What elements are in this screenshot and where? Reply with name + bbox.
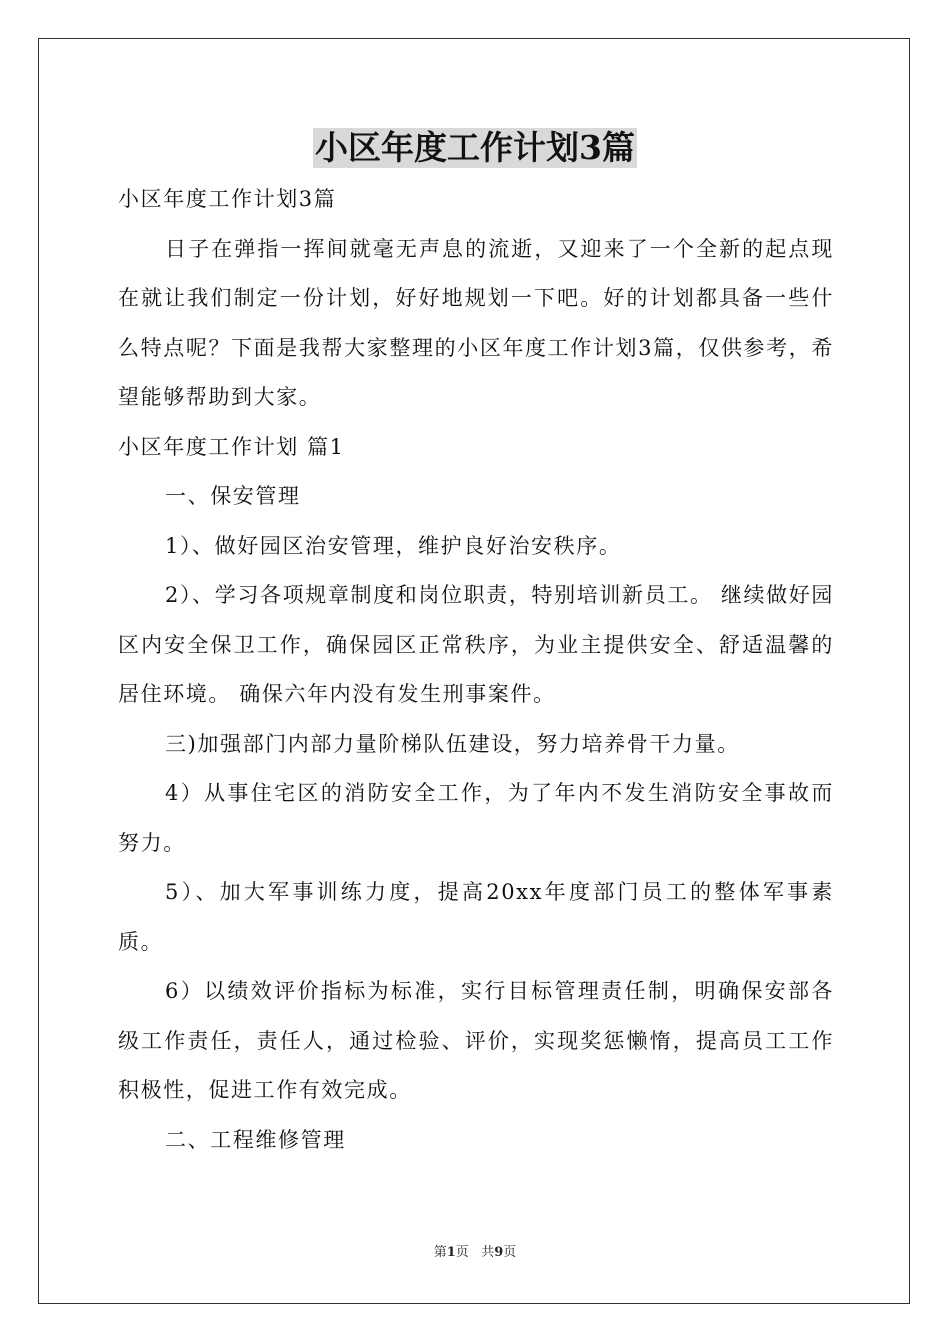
total-pages-number: 9 [494, 1245, 504, 1260]
page-prefix: 第 [433, 1245, 447, 1260]
paragraph: 4）从事住宅区的消防安全工作，为了年内不发生消防安全事故而努力。 [118, 781, 834, 855]
paragraph: 6）以绩效评价指标为标准，实行目标管理责任制，明确保安部各级工作责任，责任人，通过检验、评价，实现奖惩懒惰，提高员工工作积极性，促进工作有效完成。 [118, 979, 834, 1102]
total-prefix: 共 [481, 1245, 495, 1260]
page-label: 页 [455, 1245, 469, 1260]
paragraph: 小区年度工作计划3篇 [118, 187, 337, 211]
paragraph: 1）、做好园区治安管理，维护良好治安秩序。 [165, 533, 622, 558]
total-label: 页 [503, 1245, 517, 1260]
current-page-number: 1 [446, 1245, 456, 1260]
paragraph: 5）、加大军事训练力度，提高20xx年度部门员工的整体军事素质。 [118, 880, 834, 954]
paragraph: 2）、学习各项规章制度和岗位职责，特别培训新员工。 继续做好园区内安全保卫工作，确保园区正常秩序，为业主提供安全、舒适温馨的居住环境。 确保六年内没有发生刑事案件。 [118, 583, 834, 706]
page-footer [0, 1244, 950, 1262]
paragraph: 一、保安管理 [165, 484, 301, 508]
document-body [118, 175, 834, 1165]
document-title [0, 128, 950, 168]
paragraph: 日子在弹指一挥间就毫无声息的流逝，又迎来了一个全新的起点现在就让我们制定一份计划，好好地规划一下吧。好的计划都具备一些什么特点呢？下面是我帮大家整理的小区年度工作计划3篇，仅供参考，希望能够帮助到大家。 [118, 236, 834, 409]
paragraph: 三)加强部门内部力量阶梯队伍建设，努力培养骨干力量。 [165, 731, 740, 756]
paragraph: 二、工程维修管理 [165, 1127, 346, 1152]
paragraph: 小区年度工作计划 篇1 [118, 434, 345, 459]
document-title-text: 小区年度工作计划3篇 [315, 128, 635, 167]
